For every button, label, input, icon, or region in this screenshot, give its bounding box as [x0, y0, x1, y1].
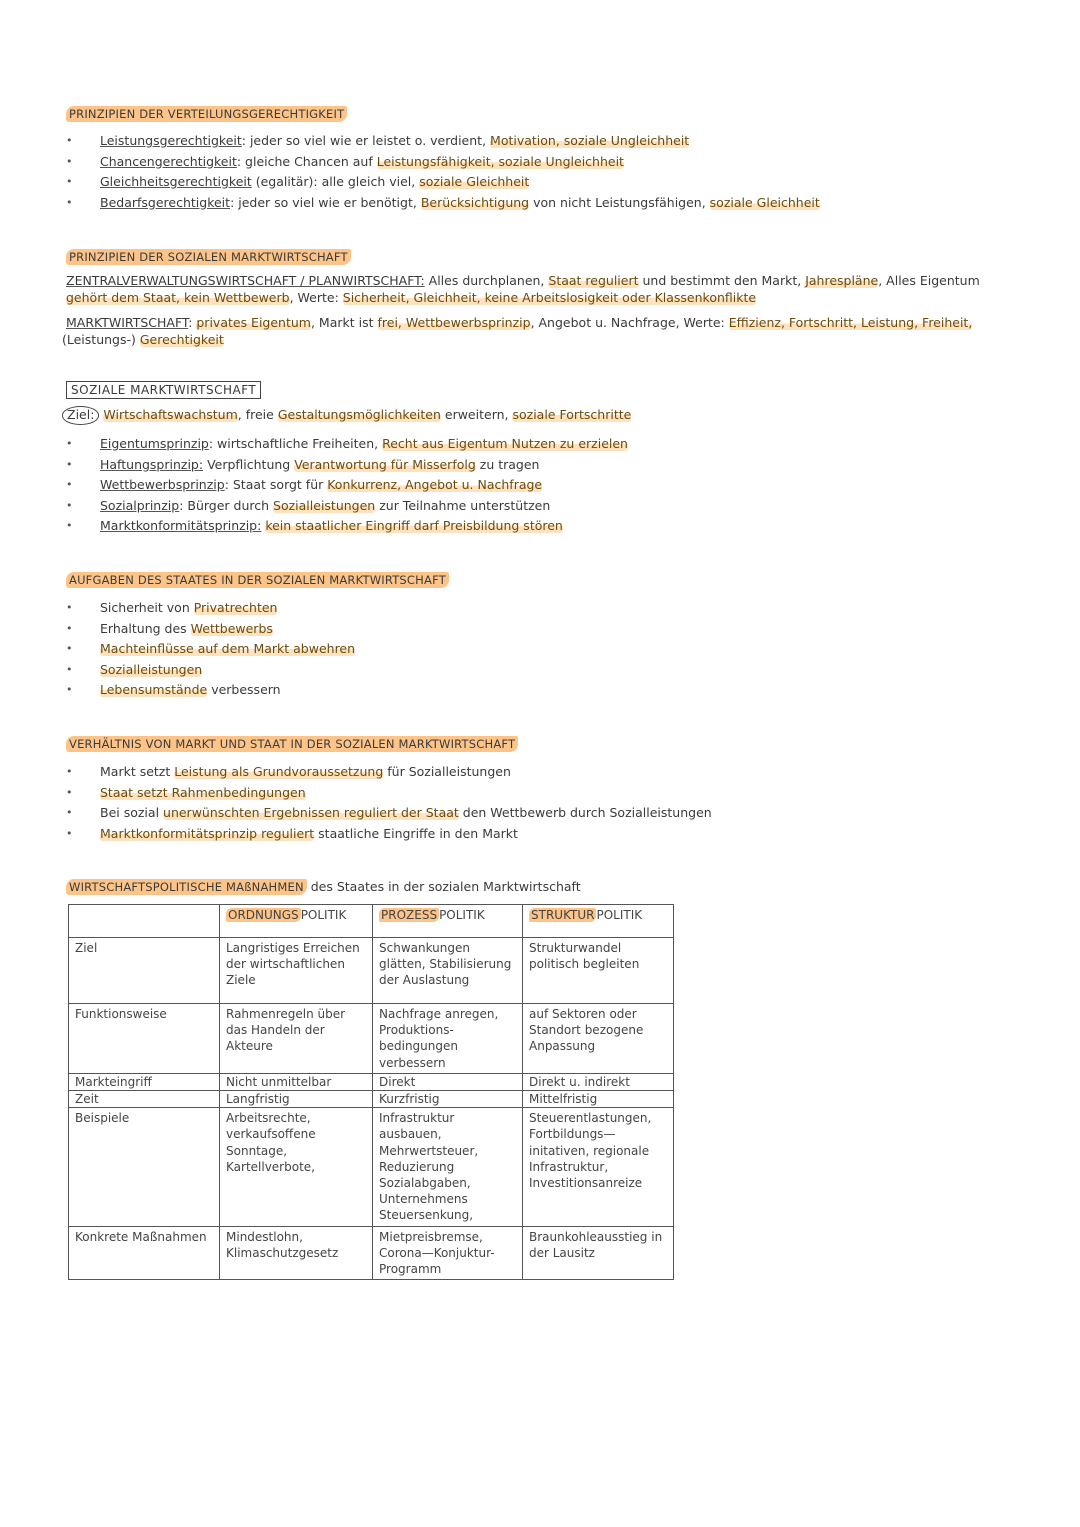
row-label: Beispiele	[69, 1108, 220, 1226]
marktwirtschaft-paragraph	[62, 315, 992, 348]
table-cell: Direkt u. indirekt	[523, 1073, 674, 1090]
highlight: Leistungsfähigkeit, soziale Ungleichheit	[376, 153, 624, 169]
highlight: Wirtschaftswachstum	[103, 407, 238, 422]
list-item	[66, 660, 355, 681]
section-soziale-marktwirtschaft	[66, 381, 261, 399]
list-item	[66, 131, 820, 152]
section-heading: AUFGABEN DES STAATES IN DER SOZIALEN MARKTWIRTSCHAFT	[66, 572, 449, 588]
highlight: frei, Wettbewerbsprinzip	[377, 315, 531, 330]
highlight: kein staatlicher Eingriff darf Preisbildung stören	[265, 518, 563, 534]
text: , Markt ist	[310, 315, 378, 330]
term: Eigentumsprinzip	[100, 436, 209, 451]
list-item	[66, 783, 712, 804]
term: Sozialprinzip	[100, 497, 180, 513]
table-cell: Schwankungen glätten, Stabilisierung der Auslastung	[373, 938, 523, 1004]
table-cell: Nachfrage anregen, Produktions-bedingungen verbessern	[373, 1004, 523, 1074]
table-cell: Langfristig	[220, 1091, 373, 1108]
text: (Leistungs-)	[62, 331, 140, 347]
table-row	[69, 1108, 674, 1226]
table-cell: Mietpreisbremse, Corona—Konjuktur-Programm	[373, 1226, 523, 1280]
list-item	[66, 193, 820, 214]
highlight: Verantwortung für Misserfolg	[294, 456, 476, 472]
highlight: Gestaltungsmöglichkeiten	[277, 407, 441, 422]
list-item	[66, 619, 355, 640]
table-corner-cell	[69, 905, 220, 938]
header-highlight: ORDNUNGS	[228, 908, 299, 922]
highlight: Leistung als Grundvoraussetzung	[174, 764, 384, 779]
text: : gleiche Chancen auf	[236, 153, 377, 169]
text: Erhaltung des	[100, 620, 191, 636]
zentralverwaltung-paragraph	[66, 273, 996, 306]
table-row	[69, 1091, 674, 1108]
highlight: Lebensumstände	[100, 682, 208, 698]
text: verbessern	[207, 682, 281, 698]
table-row	[69, 938, 674, 1004]
text: von nicht Leistungsfähigen,	[529, 194, 710, 210]
verhaeltnis-list	[66, 762, 712, 844]
table-cell: Direkt	[373, 1073, 523, 1090]
list-item	[66, 824, 712, 845]
list-item	[66, 598, 355, 619]
row-label: Konkrete Maßnahmen	[69, 1226, 220, 1280]
section-heading: PRINZIPIEN DER SOZIALEN MARKTWIRTSCHAFT	[66, 249, 351, 265]
table-row	[69, 1004, 674, 1074]
text: Bei sozial	[100, 805, 164, 821]
highlight: Wettbewerbs	[190, 620, 273, 636]
term: Bedarfsgerechtigkeit	[100, 194, 231, 210]
highlight: Privatrechten	[193, 600, 278, 615]
list-item	[66, 172, 820, 193]
section-verhaeltnis-markt-staat	[66, 736, 518, 752]
highlight: Recht aus Eigentum Nutzen zu erzielen	[382, 436, 628, 451]
text: :	[188, 315, 197, 330]
section-verteilungsgerechtigkeit	[66, 106, 347, 122]
highlight: Konkurrenz, Angebot u. Nachfrage	[327, 477, 543, 493]
text: , Alles Eigentum	[878, 273, 980, 288]
header-prozesspolitik	[373, 905, 523, 938]
table-header-row	[69, 905, 674, 938]
row-label: Markteingriff	[69, 1073, 220, 1090]
text: für Sozialleistungen	[383, 764, 511, 779]
text: : jeder so viel wie er leistet o. verdient,	[241, 133, 491, 148]
term: Gleichheitsgerechtigkeit	[100, 174, 252, 190]
table-cell: Braunkohleausstieg in der Lausitz	[523, 1226, 674, 1280]
highlight: Sozialleistungen	[100, 661, 203, 677]
text: Verpflichtung	[203, 456, 295, 472]
term: Haftungsprinzip:	[100, 456, 204, 472]
text: staatliche Eingriffe in den Markt	[314, 825, 518, 841]
list-item	[66, 152, 820, 173]
list-item	[66, 455, 628, 476]
text: zur Teilnahme unterstützen	[375, 497, 551, 513]
highlight: Jahrespläne	[805, 273, 879, 288]
highlight: Machteinflüsse auf dem Markt abwehren	[100, 641, 356, 657]
text: : wirtschaftliche Freiheiten,	[208, 436, 383, 451]
text: : Bürger durch	[179, 497, 274, 513]
highlight: Sozialleistungen	[273, 497, 376, 513]
ziel-line	[62, 406, 992, 425]
text: : jeder so viel wie er benötigt,	[230, 194, 421, 210]
section-wirtschaftspolitik	[66, 879, 581, 895]
section-heading: VERHÄLTNIS VON MARKT UND STAAT IN DER SOZIALEN MARKTWIRTSCHAFT	[66, 736, 518, 752]
section-aufgaben-staat	[66, 572, 449, 588]
section-prinzipien-smw	[66, 249, 351, 265]
list-item	[66, 516, 628, 537]
table-cell: Steuerentlastungen, Fortbildungs— initativen, regionale Infrastruktur, Investitionsanreize	[523, 1108, 674, 1226]
list-item	[66, 762, 712, 783]
list-item	[66, 803, 712, 824]
text: : Staat sorgt für	[224, 477, 328, 493]
text: erweitern,	[440, 407, 513, 422]
text: zu tragen	[475, 456, 540, 472]
text: , freie	[237, 407, 278, 422]
list-item	[66, 680, 355, 701]
text: und bestimmt den Markt,	[638, 273, 806, 288]
verteilung-list	[66, 131, 820, 213]
section-heading-rest: des Staates in der sozialen Marktwirtschaft	[306, 879, 581, 894]
table-cell: Strukturwandel politisch begleiten	[523, 938, 674, 1004]
highlight: unerwünschten Ergebnissen reguliert der Staat	[163, 805, 459, 821]
table-cell: Infrastruktur ausbauen, Mehrwertsteuer, Reduzierung Sozialabgaben, Unternehmens Steuersenkung,	[373, 1108, 523, 1226]
highlight: Gerechtigkeit	[139, 331, 224, 347]
list-item	[66, 434, 628, 455]
table-cell: Mindestlohn, Klimaschutzgesetz	[220, 1226, 373, 1280]
table-cell: Mittelfristig	[523, 1091, 674, 1108]
header-rest: POLITIK	[439, 908, 485, 922]
highlight: Staat setzt Rahmenbedingungen	[100, 784, 306, 800]
text: , Angebot u. Nachfrage, Werte:	[530, 315, 729, 330]
table-cell: Rahmenregeln über das Handeln der Akteure	[220, 1004, 373, 1074]
list-item	[66, 475, 628, 496]
aufgaben-list	[66, 598, 355, 701]
term: Chancengerechtigkeit	[100, 153, 237, 169]
highlight: Berücksichtigung	[420, 194, 530, 210]
table-row	[69, 1226, 674, 1280]
table-row	[69, 1073, 674, 1090]
text: den Wettbewerb durch Sozialleistungen	[458, 805, 712, 821]
header-highlight: STRUKTUR	[531, 908, 595, 922]
section-heading: SOZIALE MARKTWIRTSCHAFT	[66, 381, 261, 399]
text: Sicherheit von	[100, 600, 194, 615]
header-rest: POLITIK	[596, 908, 643, 922]
header-strukturpolitik	[523, 905, 674, 938]
header-rest: POLITIK	[300, 908, 347, 922]
header-highlight: PROZESS	[381, 908, 438, 922]
table-cell: Langristiges Erreichen der wirtschaftlichen Ziele	[220, 938, 373, 1004]
highlight: privates Eigentum	[196, 315, 311, 330]
list-item	[66, 496, 628, 517]
highlight: Motivation, soziale Ungleichheit	[490, 133, 690, 148]
row-label: Ziel	[69, 938, 220, 1004]
highlight: Marktkonformitätsprinzip reguliert	[100, 825, 315, 841]
text: , Werte:	[289, 289, 343, 305]
text: (egalitär): alle gleich viel,	[251, 174, 420, 190]
section-heading: PRINZIPIEN DER VERTEILUNGSGERECHTIGKEIT	[66, 106, 347, 122]
header-ordnungspolitik	[220, 905, 373, 938]
row-label: Zeit	[69, 1091, 220, 1108]
highlight: gehört dem Staat, kein Wettbewerb	[66, 289, 290, 305]
highlight: soziale Gleichheit	[709, 194, 820, 210]
table-cell: Kurzfristig	[373, 1091, 523, 1108]
term: ZENTRALVERWALTUNGSWIRTSCHAFT / PLANWIRTSCHAFT:	[66, 273, 425, 288]
term: Wettbewerbsprinzip	[100, 477, 225, 493]
text: Alles durchplanen,	[424, 273, 549, 288]
table-cell: Arbeitsrechte, verkaufsoffene Sonntage, Kartellverbote,	[220, 1108, 373, 1226]
table-cell: Nicht unmittelbar	[220, 1073, 373, 1090]
ziel-label: Ziel:	[62, 406, 99, 425]
highlight: Staat reguliert	[548, 273, 639, 288]
highlight: soziale Fortschritte	[512, 407, 632, 422]
prinzipien-list	[66, 434, 628, 537]
term: Leistungsgerechtigkeit	[100, 133, 242, 148]
highlight: soziale Gleichheit	[419, 174, 530, 190]
section-heading: WIRTSCHAFTSPOLITISCHE MAßNAHMEN	[66, 879, 307, 895]
massnahmen-table	[68, 904, 674, 1280]
list-item	[66, 639, 355, 660]
text: Markt setzt	[100, 764, 175, 779]
highlight: Sicherheit, Gleichheit, keine Arbeitslosigkeit oder Klassenkonflikte	[342, 289, 757, 305]
term: MARKTWIRTSCHAFT	[66, 315, 189, 330]
term: Marktkonformitätsprinzip:	[100, 518, 262, 534]
table-cell: auf Sektoren oder Standort bezogene Anpassung	[523, 1004, 674, 1074]
row-label: Funktionsweise	[69, 1004, 220, 1074]
highlight: Effizienz, Fortschritt, Leistung, Freiheit,	[728, 315, 973, 330]
